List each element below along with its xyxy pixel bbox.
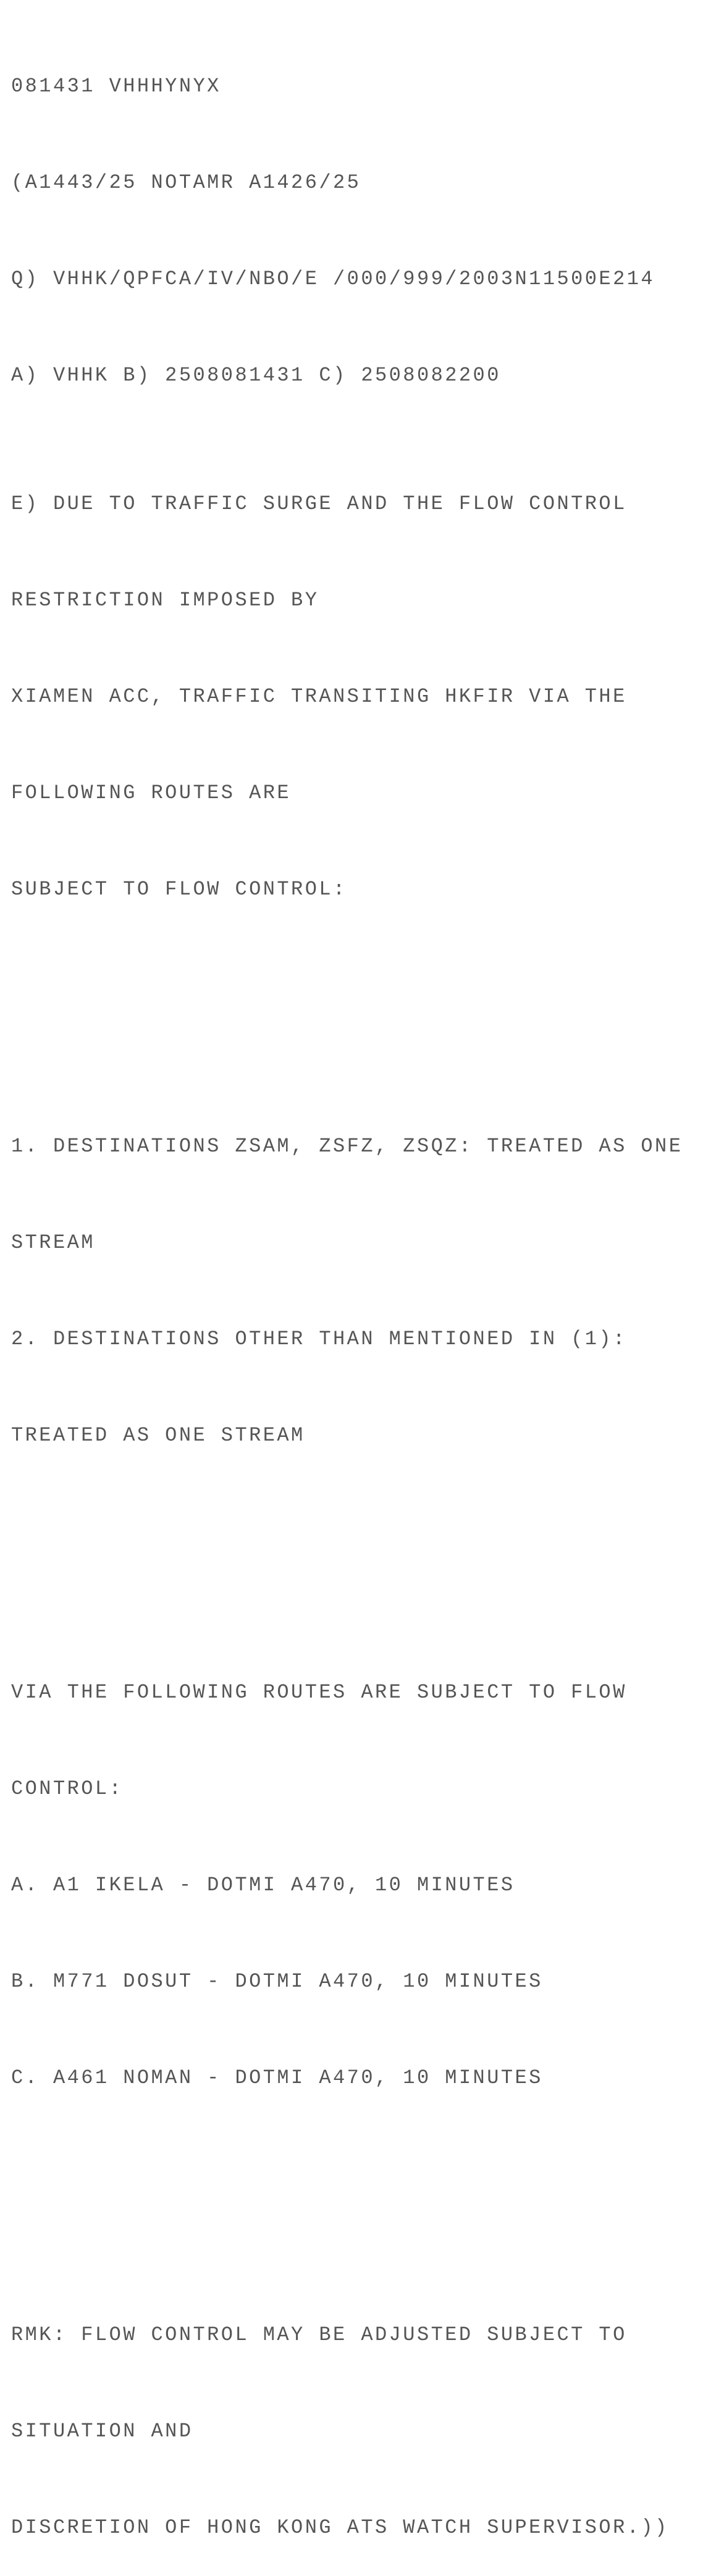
notam-abc-line: A) VHHK B) 2508081431 C) 2508082200 bbox=[11, 364, 501, 387]
remark-line: SITUATION AND bbox=[11, 2420, 193, 2443]
destination-line: STREAM bbox=[11, 1231, 95, 1254]
notam-reference-line: (A1443/25 NOTAMR A1426/25 bbox=[11, 171, 361, 194]
notam-e-line: FOLLOWING ROUTES ARE bbox=[11, 781, 292, 804]
paragraph-gap bbox=[11, 1002, 722, 1034]
route-line: C. A461 NOMAN - DOTMI A470, 10 MINUTES bbox=[11, 2066, 543, 2089]
paragraph-gap bbox=[11, 2191, 722, 2223]
destination-line: 1. DESTINATIONS ZSAM, ZSFZ, ZSQZ: TREATED AS ONE bbox=[11, 1135, 683, 1158]
notam-text-block bbox=[11, 6, 722, 2576]
destination-line: TREATED AS ONE STREAM bbox=[11, 1424, 305, 1447]
notam-e-line: E) DUE TO TRAFFIC SURGE AND THE FLOW CONTROL bbox=[11, 492, 627, 515]
destination-line: 2. DESTINATIONS OTHER THAN MENTIONED IN (1): bbox=[11, 1328, 627, 1350]
notam-e-line: RESTRICTION IMPOSED BY bbox=[11, 589, 319, 612]
notam-e-line: SUBJECT TO FLOW CONTROL: bbox=[11, 878, 347, 901]
route-intro-line: CONTROL: bbox=[11, 1777, 124, 1800]
route-line: B. M771 DOSUT - DOTMI A470, 10 MINUTES bbox=[11, 1970, 543, 1993]
notam-header-line: 081431 VHHHYNYX bbox=[11, 75, 221, 98]
remark-line: DISCRETION OF HONG KONG ATS WATCH SUPERVISOR.)) bbox=[11, 2516, 669, 2539]
route-line: A. A1 IKELA - DOTMI A470, 10 MINUTES bbox=[11, 1874, 515, 1896]
notam-e-line: XIAMEN ACC, TRAFFIC TRANSITING HKFIR VIA THE bbox=[11, 685, 627, 708]
remark-line: RMK: FLOW CONTROL MAY BE ADJUSTED SUBJECT TO bbox=[11, 2323, 627, 2346]
route-intro-line: VIA THE FOLLOWING ROUTES ARE SUBJECT TO FLOW bbox=[11, 1681, 627, 1704]
notam-q-line: Q) VHHK/QPFCA/IV/NBO/E /000/999/2003N11500E214 bbox=[11, 267, 655, 290]
paragraph-gap bbox=[11, 1548, 722, 1580]
